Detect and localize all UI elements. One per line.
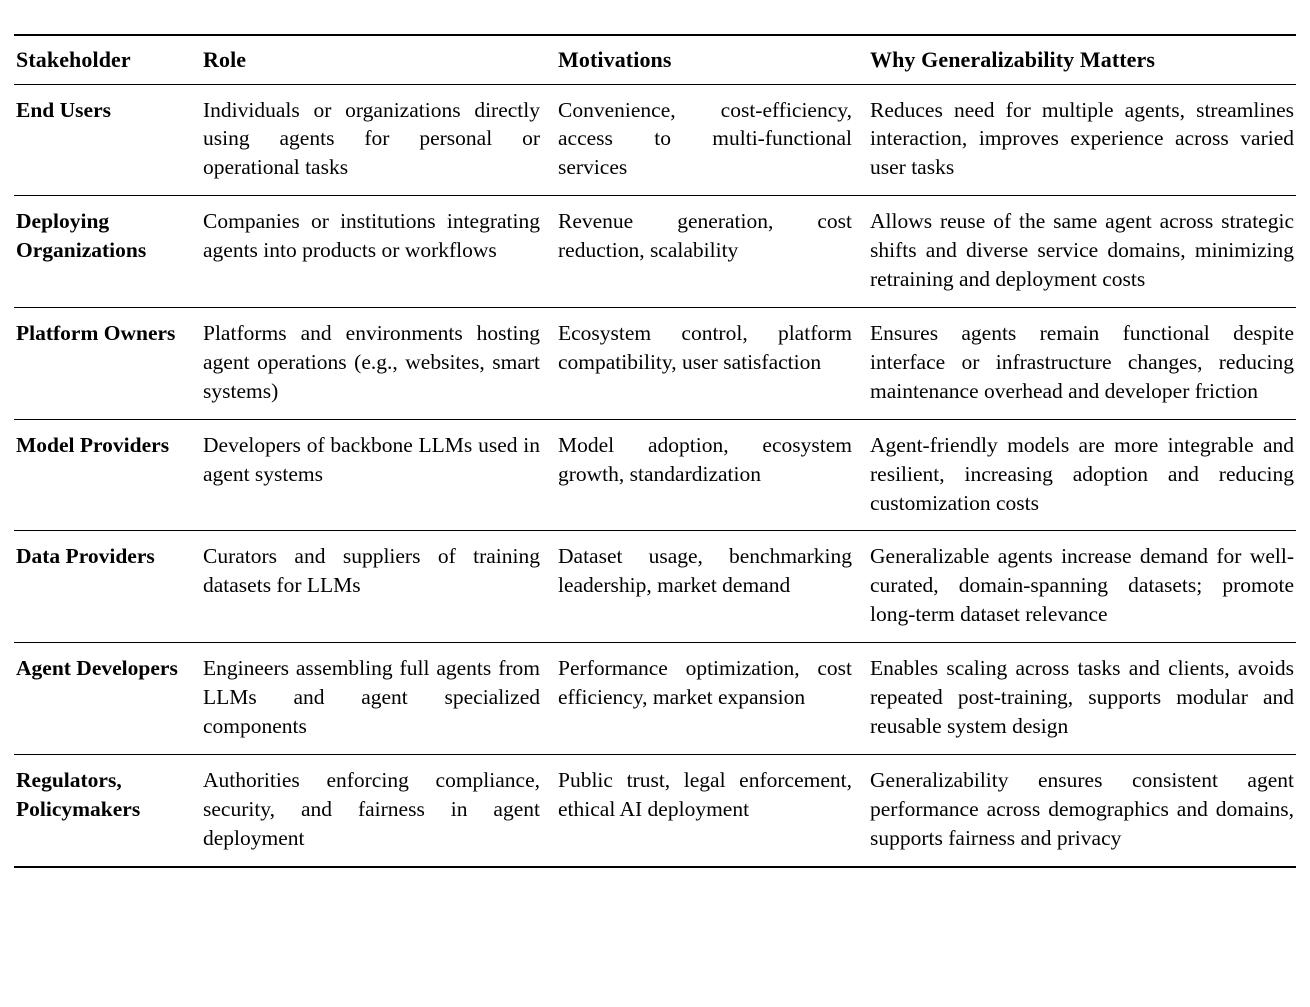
column-header-motivations: Motivations	[558, 47, 672, 72]
table-row	[14, 308, 1296, 420]
cell-motivations: Ecosystem control, platform compatibility, user satisfaction	[558, 321, 852, 374]
cell-motivations: Public trust, legal enforcement, ethical AI deployment	[558, 767, 852, 821]
cell-stakeholder: Data Providers	[16, 544, 155, 569]
cell-stakeholder: End Users	[16, 97, 111, 122]
cell-role: Authorities enforcing compliance, security, and fairness in agent deployment	[203, 767, 540, 850]
stakeholder-table	[14, 34, 1296, 868]
cell-why: Generalizability ensures consistent agent performance across demographics and domains, supports fairness and privacy	[870, 767, 1294, 850]
cell-why: Agent-friendly models are more integrable and resilient, increasing adoption and reducing customization costs	[870, 432, 1294, 515]
table-row	[14, 196, 1296, 308]
table-row	[14, 754, 1296, 866]
cell-why: Ensures agents remain functional despite interface or infrastructure changes, reducing maintenance overhead and developer friction	[870, 321, 1294, 403]
cell-stakeholder: Platform Owners	[16, 321, 176, 346]
cell-motivations: Model adoption, ecosystem growth, standardization	[558, 432, 852, 486]
cell-why: Allows reuse of the same agent across strategic shifts and diverse service domains, minimizing retraining and deployment costs	[870, 209, 1294, 292]
table-header-row	[14, 35, 1296, 84]
table-row	[14, 84, 1296, 196]
cell-stakeholder: Regulators, Policymakers	[16, 767, 141, 821]
cell-motivations: Performance optimization, cost efficiency, market expansion	[558, 656, 852, 710]
cell-motivations: Revenue generation, cost reduction, scalability	[558, 209, 852, 263]
cell-role: Engineers assembling full agents from LLMs and agent specialized components	[203, 656, 540, 738]
cell-role: Curators and suppliers of training datasets for LLMs	[203, 544, 540, 598]
cell-why: Generalizable agents increase demand for well-curated, domain-spanning datasets; promote long-term dataset relevance	[870, 544, 1294, 627]
cell-why: Enables scaling across tasks and clients, avoids repeated post-training, supports modular and reusable system design	[870, 656, 1294, 738]
cell-role: Companies or institutions integrating agents into products or workflows	[203, 209, 540, 263]
cell-role: Individuals or organizations directly using agents for personal or operational tasks	[203, 97, 540, 180]
table-body	[14, 84, 1296, 867]
table-row	[14, 531, 1296, 643]
cell-why: Reduces need for multiple agents, streamlines interaction, improves experience across varied user tasks	[870, 97, 1294, 180]
cell-stakeholder: Agent Developers	[16, 656, 178, 681]
cell-stakeholder: Model Providers	[16, 432, 170, 457]
cell-role: Developers of backbone LLMs used in agent systems	[203, 432, 540, 486]
stakeholder-table-container	[14, 34, 1296, 868]
column-header-why: Why Generalizability Matters	[870, 47, 1156, 72]
cell-stakeholder: Deploying Organizations	[16, 209, 147, 263]
cell-motivations: Convenience, cost-efficiency, access to multi-functional services	[558, 97, 852, 180]
column-header-role: Role	[203, 47, 247, 72]
column-header-stakeholder: Stakeholder	[16, 47, 131, 72]
table-row	[14, 419, 1296, 531]
cell-role: Platforms and environments hosting agent operations (e.g., websites, smart systems)	[203, 321, 540, 403]
cell-motivations: Dataset usage, benchmarking leadership, market demand	[558, 544, 852, 598]
table-header	[14, 35, 1296, 84]
table-row	[14, 643, 1296, 755]
